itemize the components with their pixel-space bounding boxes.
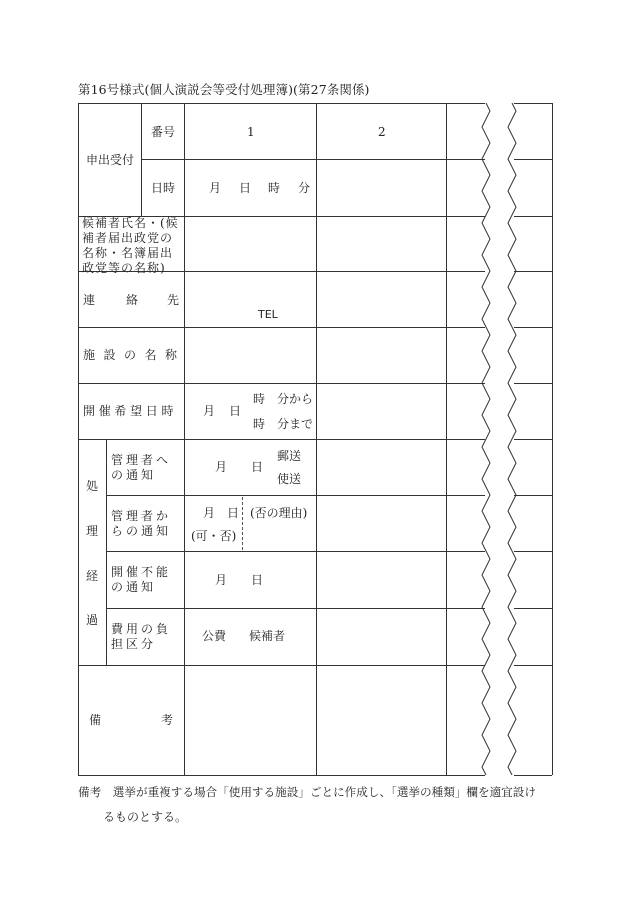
datetime-month: 月 (209, 181, 222, 195)
notice-to-manager-day: 日 (251, 460, 264, 474)
number-column-2: 2 (378, 125, 386, 139)
notice-from-manager-date: 月 日 (203, 506, 240, 520)
wavy-break-left (480, 103, 494, 776)
reception-label: 申出受付 (86, 153, 135, 167)
footnote-line-1: 備考 選挙が重複する場合「使用する施設」ごとに作成し、「選挙の種類」欄を適宜設け (78, 785, 536, 799)
facility-name-label: 施設の名称 (83, 348, 186, 362)
notice-mail-option: 郵送 (277, 449, 302, 463)
table-border-top (78, 103, 485, 104)
datetime-day: 日 (239, 181, 252, 195)
processing-label-char-2: 理 (86, 524, 99, 538)
number-column-1: 1 (247, 125, 255, 139)
processing-label-char-3: 経 (86, 569, 99, 583)
wavy-break-right (506, 103, 520, 776)
notice-delivery-option: 使送 (277, 472, 302, 486)
desired-month: 月 (203, 404, 216, 418)
datetime-hour: 時 (268, 181, 281, 195)
contact-label-char-3: 先 (167, 293, 180, 307)
table-border-right (552, 103, 553, 775)
grid-line (141, 159, 485, 160)
desired-day: 日 (229, 404, 242, 418)
datetime-minute: 分 (298, 181, 311, 195)
cost-public-option: 公費 (202, 629, 227, 643)
contact-label-char-2: 絡 (126, 293, 139, 307)
grid-line (78, 327, 485, 328)
table-border-bottom (78, 775, 485, 776)
desired-datetime-label: 開催希望日時 (83, 404, 178, 418)
desired-time-from: 時 分から (253, 392, 314, 406)
datetime-label: 日時 (151, 181, 176, 195)
cost-burden-label: 費用の負担区分 (111, 622, 172, 651)
remarks-label-char-1: 備 (89, 713, 102, 727)
processing-label-char-4: 過 (86, 613, 99, 627)
form-title: 第16号様式(個人演説会等受付処理簿)(第27条関係) (78, 82, 370, 97)
approval-yes-no: (可・否) (191, 529, 237, 543)
desired-time-until: 時 分まで (253, 417, 314, 431)
grid-line (78, 383, 485, 384)
processing-label-char-1: 処 (86, 479, 99, 493)
cancel-notice-label: 開催不能の通知 (111, 565, 172, 594)
grid-line (106, 551, 485, 552)
rejection-reason-label: (否の理由) (250, 506, 308, 520)
cancel-notice-month: 月 (215, 573, 228, 587)
contact-label-char-1: 連 (83, 293, 96, 307)
grid-line (106, 608, 485, 609)
grid-line (78, 665, 485, 666)
cancel-notice-day: 日 (251, 573, 264, 587)
notice-to-manager-label: 管理者への通知 (111, 453, 172, 482)
cost-candidate-option: 候補者 (249, 629, 286, 643)
dashed-separator (242, 497, 243, 550)
footnote-line-2: るものとする。 (103, 810, 188, 824)
grid-line (106, 439, 107, 665)
remarks-label-char-2: 考 (161, 713, 174, 727)
notice-from-manager-label: 管理者からの通知 (111, 509, 172, 538)
notice-to-manager-month: 月 (215, 460, 228, 474)
number-label: 番号 (151, 125, 176, 139)
grid-line (78, 439, 485, 440)
candidate-name-label: 候補者氏名・(候補者届出政党の名称・名簿届出政党等の名称) (82, 216, 179, 275)
tel-label: TEL (258, 308, 278, 321)
grid-line (106, 495, 485, 496)
